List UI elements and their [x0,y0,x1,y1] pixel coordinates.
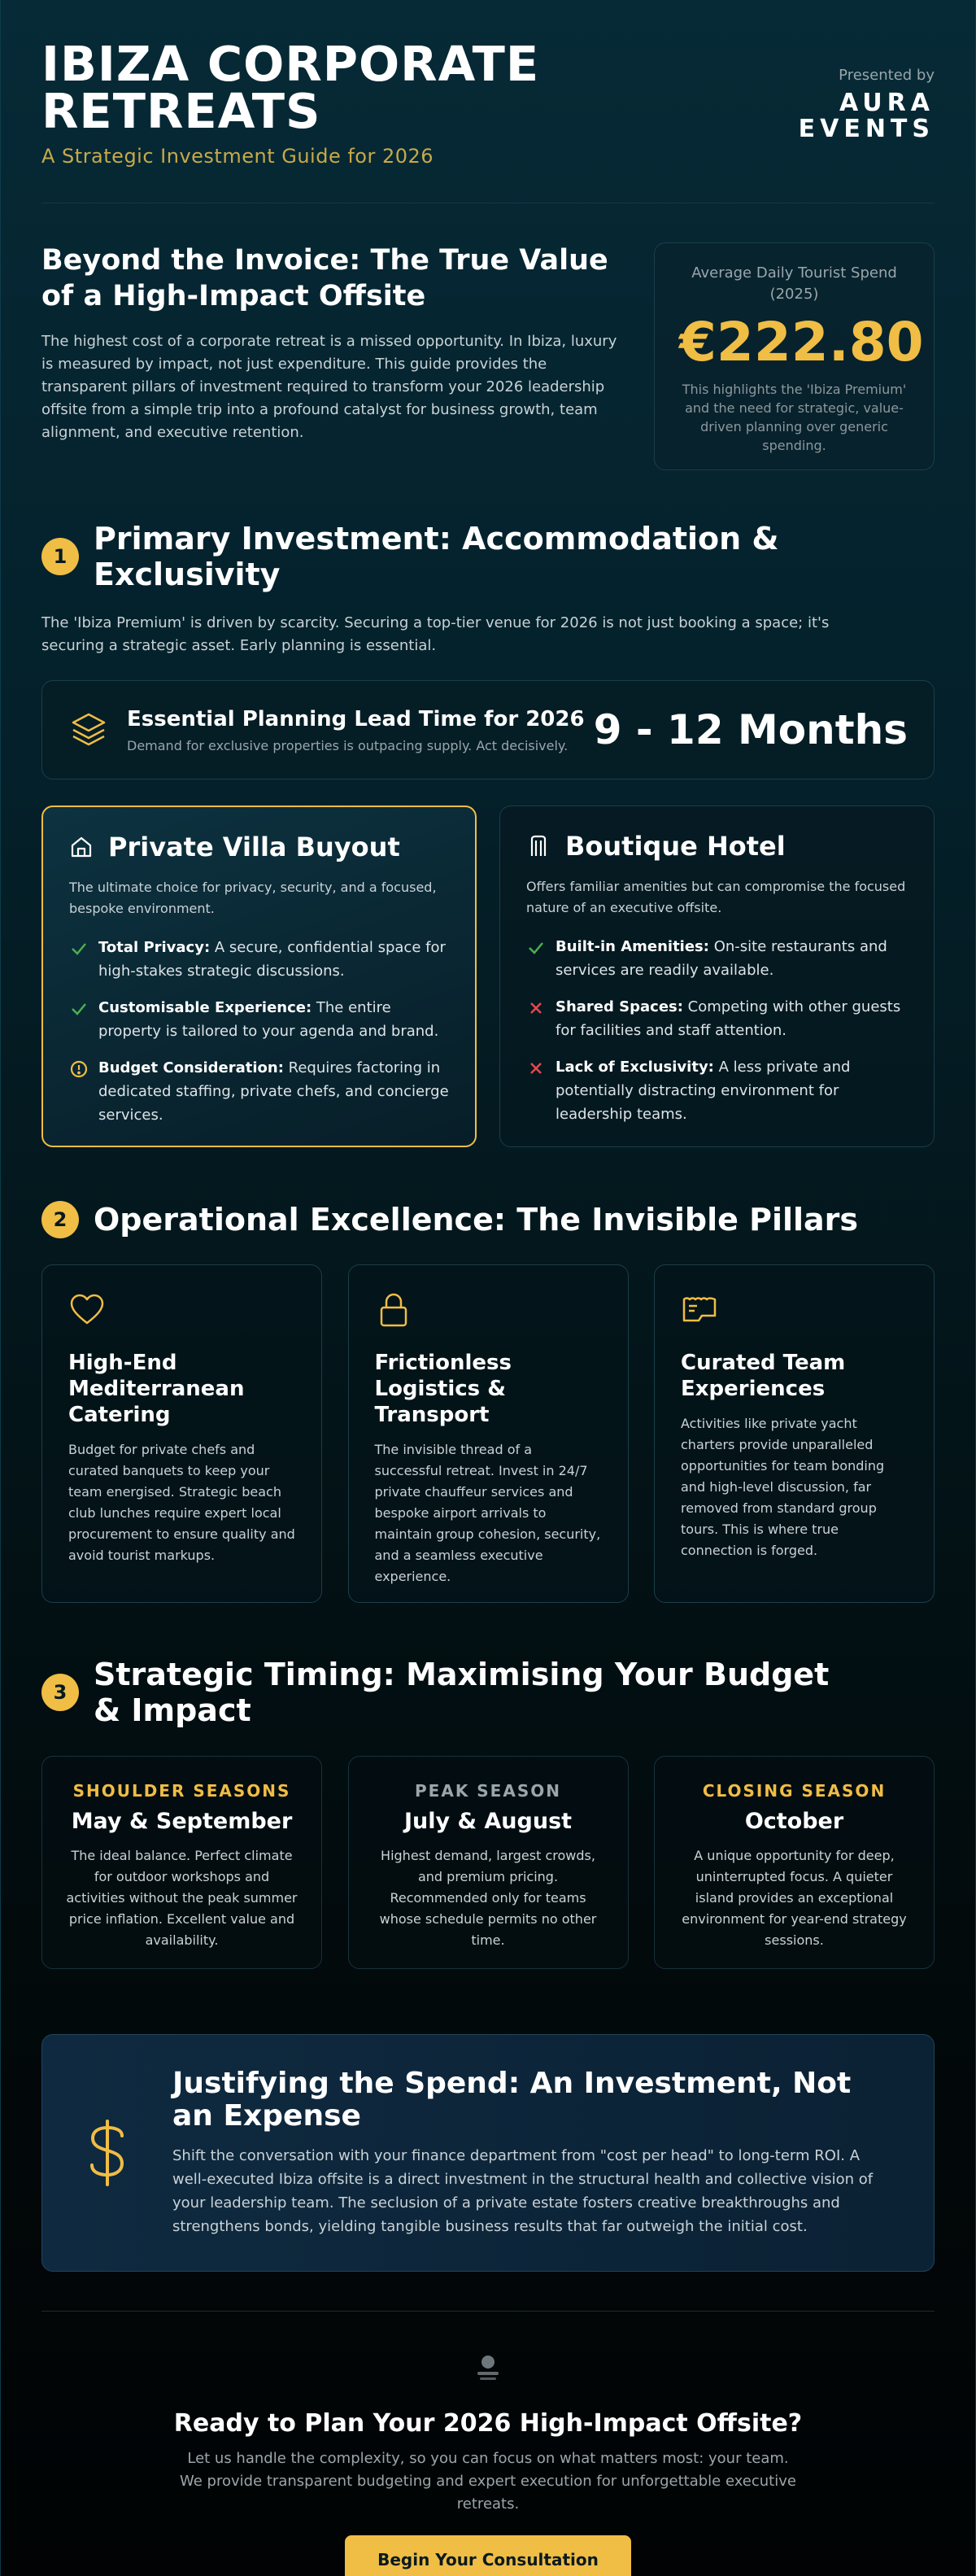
pillar-card-logistics [348,1264,629,1603]
section-1-desc: The 'Ibiza Premium' is driven by scarcity. Securing a top-tier venue for 2026 is not just booking a space; it's securing a strategic asset. Early planning is essential. [41,614,830,654]
begin-consultation-button[interactable]: Begin Your Consultation [345,2535,631,2576]
check-icon [69,999,89,1019]
list-item [69,1056,449,1127]
villa-list [69,936,449,1127]
item-text: Requires factoring in dedicated staffing, private chefs, and concierge services. [98,1059,449,1124]
brand-line2: EVENTS [798,115,935,143]
heart-icon [68,1291,106,1329]
season-label: CLOSING SEASON [702,1781,887,1801]
brand-line1: AURA [839,89,935,117]
home-icon [69,835,94,859]
list-item [526,995,908,1042]
intro-text [41,242,627,470]
cta-body-line1: Let us handle the complexity, so you can focus on what matters most: your team. [187,2450,789,2467]
intro-section [41,242,935,470]
season-card-shoulder [41,1756,322,1969]
ticket-icon [681,1291,718,1329]
lead-subtitle: Demand for exclusive properties is outpacing supply. Act decisively. [127,737,569,753]
season-card-peak [348,1756,629,1969]
item-bold: Customisable Experience: [98,999,312,1016]
main-title-line1: IBIZA CORPORATE [41,36,540,92]
check-icon [69,939,89,958]
pillar-card-experiences [654,1264,935,1603]
hotel-desc: Offers familiar amenities but can compromise the focused nature of an executive offsite. [526,879,906,915]
hotel-header [526,831,908,862]
season-body: Highest demand, largest crowds, and premium pricing. Recommended only for teams whose schedule permits no other time. [379,1848,597,1948]
alert-icon [69,1059,89,1079]
season-body: A unique opportunity for deep, uninterrupted focus. A quieter island provides an exceptional environment for year-end strategy sessions. [682,1848,907,1948]
intro-title: Beyond the Invoice: The True Value of a High-Impact Offsite [41,244,608,312]
pillars-grid [41,1264,935,1603]
season-months: July & August [403,1809,573,1834]
season-body: The ideal balance. Perfect climate for outdoor workshops and activities without the peak summer price inflation. Excellent value and availability. [66,1848,298,1948]
lead-text [127,707,594,753]
season-label: SHOULDER SEASONS [72,1781,291,1801]
justify-text [172,2067,893,2238]
lock-icon [375,1291,412,1329]
item-bold: Built-in Amenities: [556,938,709,955]
hotel-title: Boutique Hotel [565,831,786,862]
pillar-title: Curated Team Experiences [681,1351,846,1401]
section-number-badge: 1 [41,538,79,575]
cta-body-line2: We provide transparent budgeting and expert execution for unforgettable executive [180,2473,796,2490]
intro-body: The highest cost of a corporate retreat is a missed opportunity. In Ibiza, luxury is measured by impact, not just expenditure. This guide provides the transparent pillars of investment required to transform your 2026 leadership offsite from a simple trip into a profound catalyst for business growth, team alignment, and executive retention. [41,333,617,441]
item-text: A less private and potentially distracting environment for leadership teams. [556,1059,851,1123]
list-item [69,936,449,983]
villa-card [41,806,477,1147]
main-title-line2: RETREATS [41,83,321,139]
stat-note: This highlights the 'Ibiza Premium' and the need for strategic, value-driven planning over generic spending. [682,382,907,453]
list-item [526,935,908,982]
hotel-card [499,806,935,1147]
item-bold: Shared Spaces: [556,998,683,1015]
section-title: Strategic Timing: Maximising Your Budget & Impact [94,1657,830,1728]
section-number-badge: 2 [41,1201,79,1238]
pillar-body: Budget for private chefs and curated banquets to keep your team energised. Strategic beach club lunches require expert local procurement to ensure quality and avoid tourist markups. [68,1442,295,1563]
seasons-grid [41,1756,935,1969]
cross-icon [526,1059,546,1078]
cta-section [41,2312,935,2576]
item-bold: Total Privacy: [98,939,211,956]
section-number-badge: 3 [41,1674,79,1711]
cta-title: Ready to Plan Your 2026 High-Impact Offsite? [173,2409,803,2438]
list-item [526,1055,908,1126]
pillar-body: The invisible thread of a successful retreat. Invest in 24/7 private chauffeur services and bespoke airport arrivals to maintain group cohesion, security, and a seamless executive experience. [374,1442,601,1584]
villa-title: Private Villa Buyout [108,832,400,862]
main-title [41,36,540,139]
season-months: October [744,1809,844,1834]
section-title: Operational Excellence: The Invisible Pillars [94,1202,859,1238]
page-header [41,0,935,203]
section-1-heading [41,521,935,592]
section-title: Primary Investment: Accommodation & Exclusivity [94,521,779,592]
presented-label: Presented by [839,67,935,84]
season-months: May & September [71,1809,293,1834]
item-bold: Budget Consideration: [98,1059,284,1076]
item-text: The entire property is tailored to your agenda and brand. [98,999,439,1040]
hotel-list [526,935,908,1126]
lead-time-card [41,680,935,779]
accommodation-options [41,806,935,1147]
pillar-card-catering [41,1264,322,1603]
villa-header [69,832,449,862]
item-bold: Lack of Exclusivity: [556,1059,714,1076]
presented-by [799,41,935,142]
stat-label: Average Daily Tourist Spend (2025) [691,264,897,303]
check-icon [526,938,546,958]
layers-icon [68,709,109,750]
pillar-body: Activities like private yacht charters provide unparalleled opportunities for team bonding and high-level discussion, far removed from standard group tours. This is where true connection is forged. [681,1416,885,1558]
section-3-heading [41,1657,935,1728]
justify-card [41,2034,935,2272]
cross-icon [526,998,546,1018]
pillar-title: Frictionless Logistics & Transport [374,1351,512,1427]
villa-desc: The ultimate choice for privacy, security, and a focused, bespoke environment. [69,880,437,916]
lead-title: Essential Planning Lead Time for 2026 [127,706,585,731]
title-block [41,36,540,168]
lead-value: 9 - 12 Months [593,706,908,753]
season-label: PEAK SEASON [415,1781,561,1801]
brand-logo-icon [468,2347,508,2388]
list-item [69,996,449,1043]
justify-body: Shift the conversation with your finance department from "cost per head" to long-term ROI. A well-executed Ibiza offsite is a direct investment in the structural health and collective vision of your leadership team. The seclusion of a private estate fosters creative breakthroughs and strengthens bonds, yielding tangible business results that far outweigh the initial cost. [172,2147,874,2235]
cta-body [41,2447,935,2516]
season-card-closing [654,1756,935,1969]
building-icon [526,834,551,858]
pillar-title: High-End Mediterranean Catering [68,1351,245,1427]
stat-card [654,242,935,470]
item-text: A secure, confidential space for high-stakes strategic discussions. [98,939,446,980]
justify-title: Justifying the Spend: An Investment, Not an Expense [172,2067,852,2133]
section-2-heading [41,1201,935,1238]
dollar-icon [83,2116,132,2190]
cta-body-line3: retreats. [456,2495,520,2513]
brand-name [799,90,935,142]
item-text: Competing with other guests for facilities and staff attention. [556,998,901,1039]
stat-value: €222.80 [679,311,924,373]
item-text: On-site restaurants and services are readily available. [556,938,887,979]
subtitle: A Strategic Investment Guide for 2026 [41,145,434,168]
